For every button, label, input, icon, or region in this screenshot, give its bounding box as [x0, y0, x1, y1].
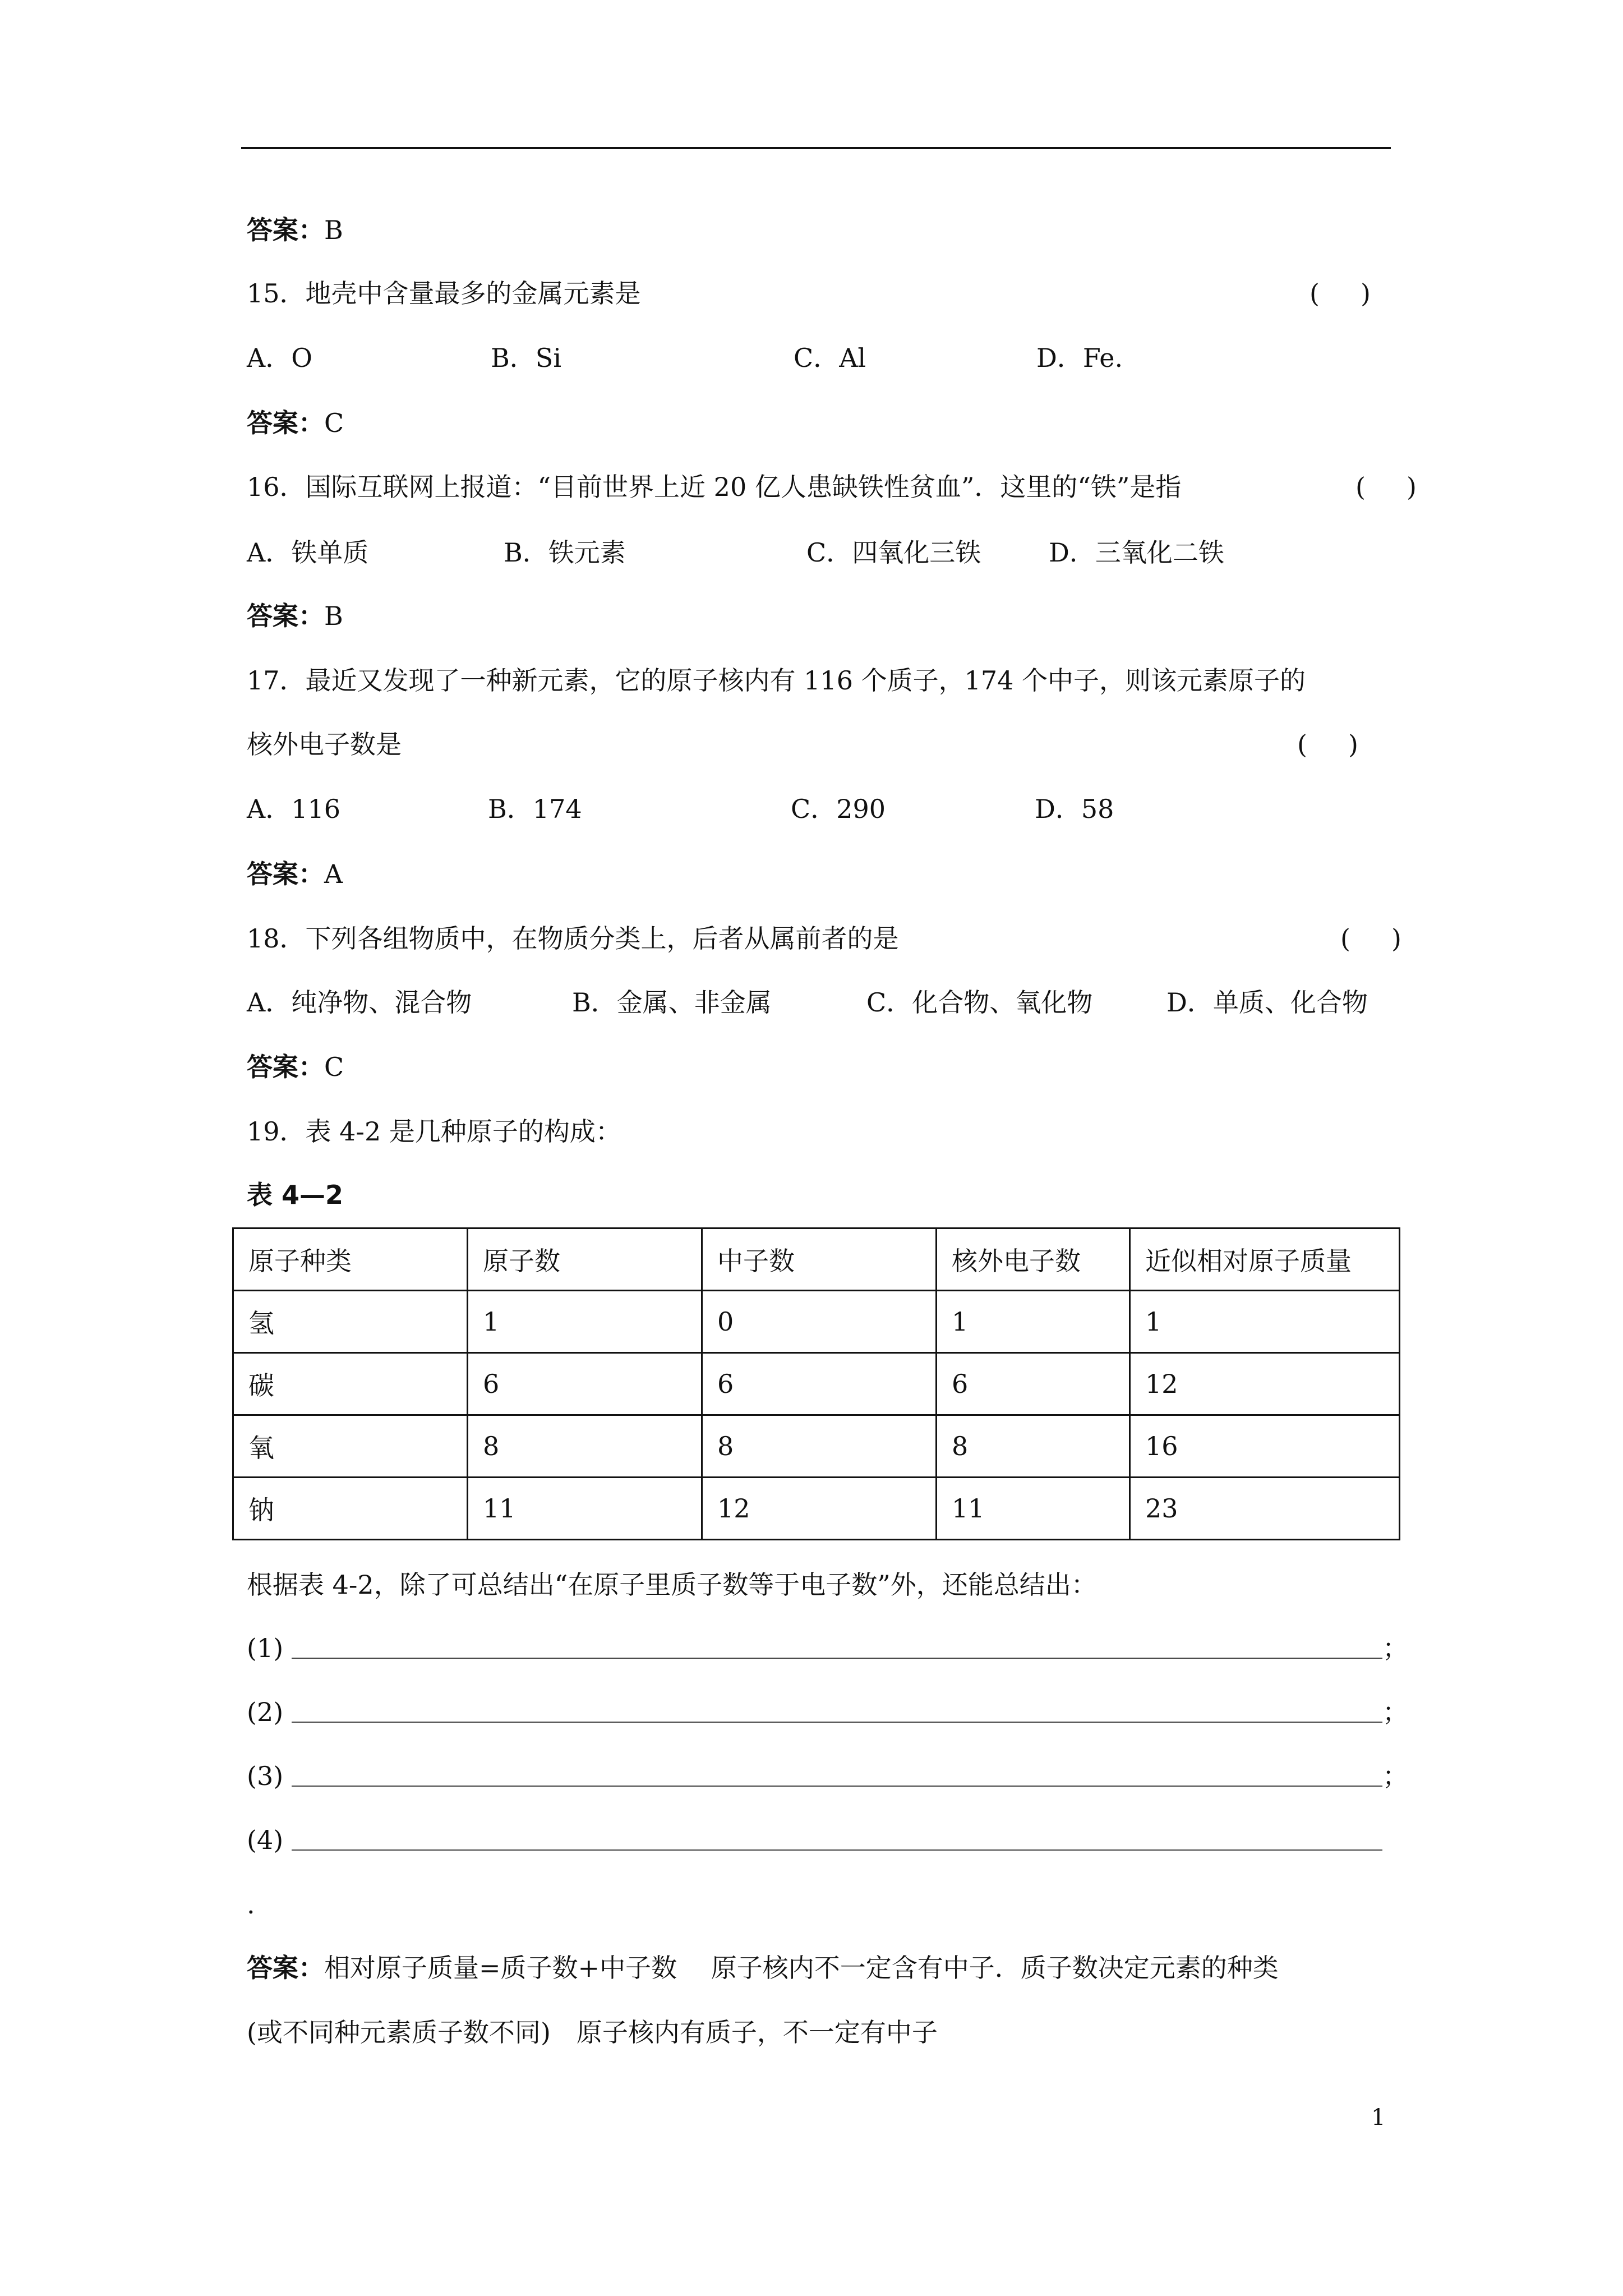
- table-cell: 8: [468, 1415, 702, 1478]
- blank-label-3: (3): [247, 1761, 284, 1791]
- atom-composition-table: [232, 1227, 1400, 1540]
- q16-option-b: B．铁元素: [504, 537, 626, 568]
- q15-answer: 答案：C: [247, 408, 344, 438]
- table-cell: 16: [1130, 1415, 1400, 1478]
- table-header-row: [233, 1228, 1400, 1291]
- blank-field-4[interactable]: [292, 1849, 1382, 1851]
- q16-answer-paren: ( ): [1355, 472, 1417, 502]
- table-cell: 0: [702, 1291, 937, 1353]
- table-cell: 8: [702, 1415, 937, 1478]
- q16-answer: 答案：B: [247, 601, 343, 631]
- table-cell: 11: [937, 1478, 1130, 1540]
- q17-option-b: B．174: [488, 794, 582, 824]
- q18-stem: 18．下列各组物质中，在物质分类上，后者从属前者的是: [247, 923, 899, 954]
- q17-answer-paren: ( ): [1297, 729, 1359, 760]
- q19-answer-line2: (或不同种元素质子数不同) 原子核内有质子，不一定有中子: [247, 2017, 938, 2047]
- table-cell: 1: [468, 1291, 702, 1353]
- q17-answer: 答案：A: [247, 859, 343, 889]
- q15-stem: 15．地壳中含量最多的金属元素是: [247, 278, 641, 309]
- table-header-cell: 近似相对原子质量: [1130, 1228, 1400, 1291]
- trailing-dot: .: [247, 1889, 255, 1920]
- q17-stem-line2: 核外电子数是: [247, 729, 402, 760]
- q18-answer: 答案：C: [247, 1052, 344, 1082]
- q15-option-b: B．Si: [491, 343, 562, 373]
- blank-end-1: ；: [1382, 1633, 1408, 1663]
- q16-option-c: C．四氧化三铁: [806, 537, 981, 568]
- page-number: 1: [1371, 2105, 1386, 2131]
- q16-option-d: D．三氧化二铁: [1049, 537, 1224, 568]
- blank-label-2: (2): [247, 1697, 284, 1727]
- table-header-cell: 中子数: [702, 1228, 937, 1291]
- table-cell: 6: [468, 1353, 702, 1415]
- table-row: [233, 1415, 1400, 1478]
- q19-prompt: 根据表 4-2，除了可总结出“在原子里质子数等于电子数”外，还能总结出：: [247, 1570, 1097, 1600]
- q18-answer-paren: ( ): [1340, 923, 1402, 954]
- table-cell: 12: [702, 1478, 937, 1540]
- table-cell: 氢: [233, 1291, 468, 1353]
- q15-answer-paren: ( ): [1310, 278, 1371, 309]
- q15-option-d: D．Fe.: [1036, 343, 1123, 373]
- table-header-cell: 原子数: [468, 1228, 702, 1291]
- q16-stem: 16．国际互联网上报道：“目前世界上近 20 亿人患缺铁性贫血”．这里的“铁”是指: [247, 472, 1182, 502]
- q17-option-c: C．290: [791, 794, 886, 824]
- blank-end-3: ；: [1382, 1761, 1408, 1791]
- table-cell: 氧: [233, 1415, 468, 1478]
- blank-field-3[interactable]: [292, 1786, 1382, 1787]
- q18-option-b: B．金属、非金属: [572, 987, 772, 1018]
- table-row: [233, 1478, 1400, 1540]
- table-header-cell: 原子种类: [233, 1228, 468, 1291]
- q18-option-c: C．化合物、氧化物: [866, 987, 1093, 1018]
- table-cell: 8: [937, 1415, 1130, 1478]
- q15-option-c: C．Al: [794, 343, 866, 373]
- blank-field-2[interactable]: [292, 1722, 1382, 1723]
- q19-stem: 19．表 4-2 是几种原子的构成：: [247, 1116, 621, 1147]
- table-cell: 钠: [233, 1478, 468, 1540]
- q17-option-d: D．58: [1035, 794, 1114, 824]
- table-cell: 23: [1130, 1478, 1400, 1540]
- table-cell: 6: [702, 1353, 937, 1415]
- blank-field-1[interactable]: [292, 1658, 1382, 1659]
- header-rule: [241, 147, 1391, 149]
- q19-table-caption: 表 4—2: [247, 1180, 344, 1210]
- q18-option-d: D．单质、化合物: [1166, 987, 1368, 1018]
- blank-label-4: (4): [247, 1825, 284, 1855]
- q19-answer-line1: 答案：相对原子质量=质子数+中子数 原子核内不一定含有中子．质子数决定元素的种类: [247, 1953, 1279, 1983]
- blank-end-2: ；: [1382, 1697, 1408, 1727]
- table-header-cell: 核外电子数: [937, 1228, 1130, 1291]
- table-cell: 12: [1130, 1353, 1400, 1415]
- blank-label-1: (1): [247, 1633, 284, 1663]
- table-row: [233, 1353, 1400, 1415]
- table-cell: 6: [937, 1353, 1130, 1415]
- table-cell: 碳: [233, 1353, 468, 1415]
- table-cell: 1: [937, 1291, 1130, 1353]
- q18-option-a: A．纯净物、混合物: [247, 987, 472, 1018]
- table-row: [233, 1291, 1400, 1353]
- q17-option-a: A．116: [247, 794, 341, 824]
- q17-stem-line1: 17．最近又发现了一种新元素，它的原子核内有 116 个质子，174 个中子，则该元素原子的: [247, 665, 1306, 696]
- q16-option-a: A．铁单质: [247, 537, 369, 568]
- table-cell: 11: [468, 1478, 702, 1540]
- table-cell: 1: [1130, 1291, 1400, 1353]
- q14-answer: 答案：B: [247, 215, 343, 245]
- q15-option-a: A．O: [247, 343, 312, 373]
